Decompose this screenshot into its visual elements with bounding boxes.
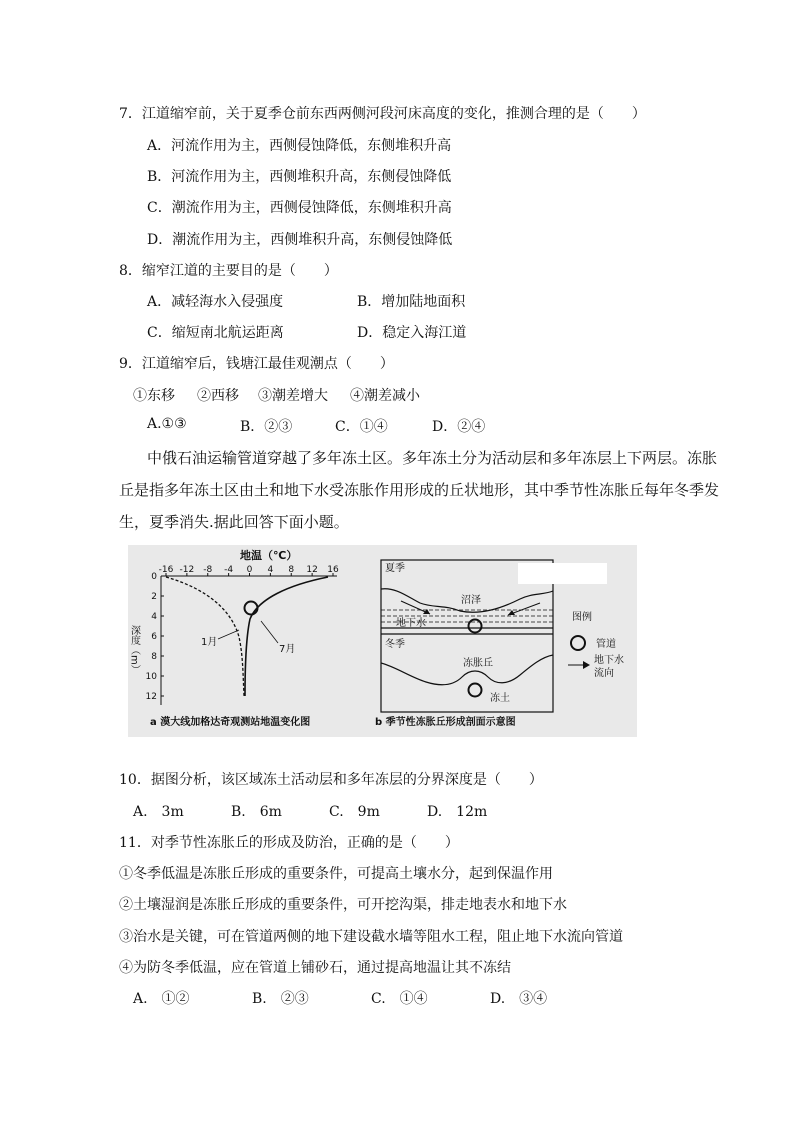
passage-line-2: 丘是指多年冻土区由土和地下水受冻胀作用形成的丘状地形，其中季节性冻胀丘每年冬季发 xyxy=(119,481,720,499)
x-tick-label: -16 xyxy=(158,565,174,575)
y-tick-label: 8 xyxy=(151,652,157,662)
x-tick-label: 8 xyxy=(288,565,295,575)
pipe-circle-a xyxy=(245,602,258,615)
question-9-option-b: B．②③ xyxy=(240,419,293,435)
chart-a-y-label: 深度（m） xyxy=(128,625,140,675)
question-8-option-c: C．缩短南北航运距离 xyxy=(147,325,284,341)
x-tick-label: -8 xyxy=(203,565,213,575)
x-tick-label: 12 xyxy=(306,565,318,575)
x-tick-label: 4 xyxy=(267,565,274,575)
label-frost-mound: 冻胀丘 xyxy=(463,658,493,669)
pipe-circle-summer xyxy=(469,620,482,633)
question-8-option-d: D．稳定入海江道 xyxy=(357,325,467,341)
label-swamp: 沼泽 xyxy=(461,595,481,606)
label-groundwater: 地下水 xyxy=(396,618,426,629)
question-9-option-d: D．②④ xyxy=(432,419,486,435)
question-10-option-a: A. 3m xyxy=(133,804,184,820)
x-tick-label: 16 xyxy=(327,565,339,575)
legend-flow-label-1: 地下水 xyxy=(594,655,624,666)
question-8-option-b: B．增加陆地面积 xyxy=(357,294,466,310)
question-8-option-a: A．减轻海水入侵强度 xyxy=(147,294,284,310)
x-tick-label: -12 xyxy=(179,565,195,575)
y-tick-label: 4 xyxy=(151,612,157,622)
figure-panel xyxy=(128,545,637,737)
question-10-option-d: D. 12m xyxy=(427,804,488,820)
x-tick-label: -4 xyxy=(224,565,234,575)
x-tick-label: 0 xyxy=(246,565,253,575)
frost-mound-profile-diagram xyxy=(375,560,624,728)
legend-pipe-icon xyxy=(571,636,585,650)
chart-a-caption: a 漠大线加格达奇观测站地温变化图 xyxy=(150,717,311,728)
question-9-item-2: ②西移 xyxy=(197,388,239,404)
y-tick-label: 12 xyxy=(145,692,157,702)
question-10-option-b: B. 6m xyxy=(231,804,282,820)
question-9-item-1: ①东移 xyxy=(133,388,175,404)
question-10-option-c: C. 9m xyxy=(329,804,380,820)
y-tick-label: 2 xyxy=(151,592,157,602)
question-7-option-c: C．潮流作用为主，西侧侵蚀降低，东侧堆积升高 xyxy=(147,200,452,216)
ground-temperature-chart xyxy=(129,548,339,728)
pipe-circle-winter xyxy=(469,684,482,697)
legend-flow-label-2: 流向 xyxy=(594,668,614,679)
question-11-item-4: ④为防冬季低温，应在管道上铺砂石，通过提高地温让其不冻结 xyxy=(119,960,511,976)
question-11-option-c: C. ①④ xyxy=(371,991,428,1007)
question-9-item-3: ③潮差增大 xyxy=(258,388,328,404)
y-tick-label: 10 xyxy=(145,672,157,682)
label-january: 1月 xyxy=(201,637,218,648)
chart-b-caption: b 季节性冻胀丘形成剖面示意图 xyxy=(375,717,516,728)
question-11-item-2: ②土壤湿润是冻胀丘形成的重要条件，可开挖沟渠，排走地表水和地下水 xyxy=(119,897,567,913)
label-frozen-soil: 冻土 xyxy=(490,693,510,704)
question-11-stem: 11．对季节性冻胀丘的形成及防治，正确的是（ ） xyxy=(119,835,459,851)
y-tick-label: 0 xyxy=(151,572,157,582)
y-tick-label: 6 xyxy=(151,632,157,642)
label-winter: 冬季 xyxy=(385,639,405,650)
question-11-option-b: B. ②③ xyxy=(252,991,309,1007)
question-9-option-a: A.①③ xyxy=(147,416,187,432)
label-summer: 夏季 xyxy=(385,563,405,574)
question-7-stem: 7．江道缩窄前，关于夏季仓前东西两侧河段河床高度的变化，推测合理的是（ ） xyxy=(119,106,646,122)
question-10-stem: 10．据图分析，该区域冻土活动层和多年冻层的分界深度是（ ） xyxy=(119,772,543,788)
question-11-item-3: ③治水是关键，可在管道两侧的地下建设截水墙等阻水工程，阻止地下水流向管道 xyxy=(119,929,623,945)
question-11-option-a: A. ①② xyxy=(133,991,190,1007)
question-8-stem: 8．缩窄江道的主要目的是（ ） xyxy=(119,263,338,279)
legend-title: 图例 xyxy=(572,612,592,623)
label-july: 7月 xyxy=(279,644,296,655)
question-9-stem: 9．江道缩窄后，钱塘江最佳观潮点（ ） xyxy=(119,356,394,372)
passage-line-1: 中俄石油运输管道穿越了多年冻土区。多年冻土分为活动层和多年冻层上下两层。冻胀 xyxy=(147,449,718,467)
legend-pipe-label: 管道 xyxy=(596,639,616,650)
question-7-option-d: D．潮流作用为主，西侧堆积升高，东侧侵蚀降低 xyxy=(147,232,453,248)
question-11-option-d: D. ③④ xyxy=(490,991,548,1007)
question-7-option-a: A．河流作用为主，西侧侵蚀降低，东侧堆积升高 xyxy=(147,138,452,154)
question-9-item-4: ④潮差减小 xyxy=(350,388,420,404)
question-7-option-b: B．河流作用为主，西侧堆积升高，东侧侵蚀降低 xyxy=(147,169,452,185)
figure-svg xyxy=(128,545,637,737)
question-9-option-c: C．①④ xyxy=(335,419,388,435)
question-11-item-1: ①冬季低温是冻胀丘形成的重要条件，可提高土壤水分，起到保温作用 xyxy=(119,866,553,882)
passage-line-3: 生，夏季消失.据此回答下面小题。 xyxy=(119,513,349,531)
chart-a-title: 地温（℃） xyxy=(240,549,298,562)
july-curve xyxy=(245,577,328,696)
